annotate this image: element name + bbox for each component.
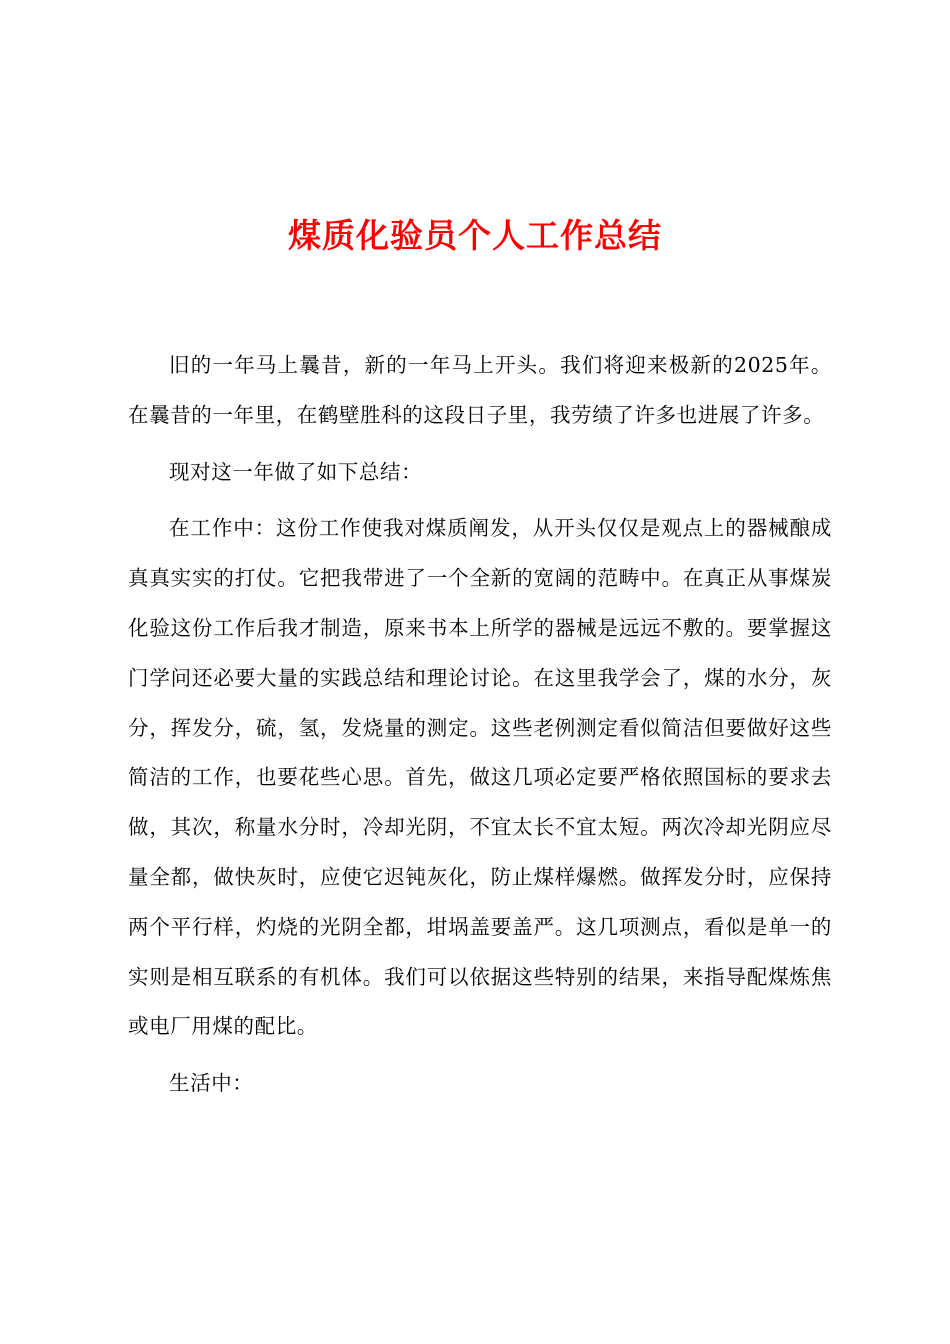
paragraph-work: 在工作中：这份工作使我对煤质阐发，从开头仅仅是观点上的器械酿成真真实实的打仗。它把我带进了一个全新的宽阔的范畴中。在真正从事煤炭化验这份工作后我才制造，原来书本上所学的器械是远远不敷的。要掌握这门学问还必要大量的实践总结和理论讨论。在这里我学会了，煤的水分，灰分，挥发分，硫，氢，发烧量的测定。这些老例测定看似简洁但要做好这些简洁的工作，也要花些心思。首先，做这几项必定要严格依照国标的要求去做，其次，称量水分时，冷却光阴，不宜太长不宜太短。两次冷却光阴应尽量全都，做快灰时，应使它迟钝灰化，防止煤样爆燃。做挥发分时，应保持两个平行样，灼烧的光阴全都，坩埚盖要盖严。这几项测点，看似是单一的实则是相互联系的有机体。我们可以依据这些特别的结果，来指导配煤炼焦或电厂用煤的配比。: [128, 516, 832, 1039]
paragraph-intro: 旧的一年马上曩昔，新的一年马上开头。我们将迎来极新的2025年。在曩昔的一年里，在鹤壁胜科的这段日子里，我劳绩了许多也进展了许多。: [128, 353, 832, 427]
paragraph-life: 生活中：: [169, 1071, 254, 1096]
document-title: 煤质化验员个人工作总结: [288, 216, 662, 255]
document-body: [128, 341, 832, 1116]
paragraph-summary-lead: 现对这一年做了如下总结：: [169, 459, 423, 484]
